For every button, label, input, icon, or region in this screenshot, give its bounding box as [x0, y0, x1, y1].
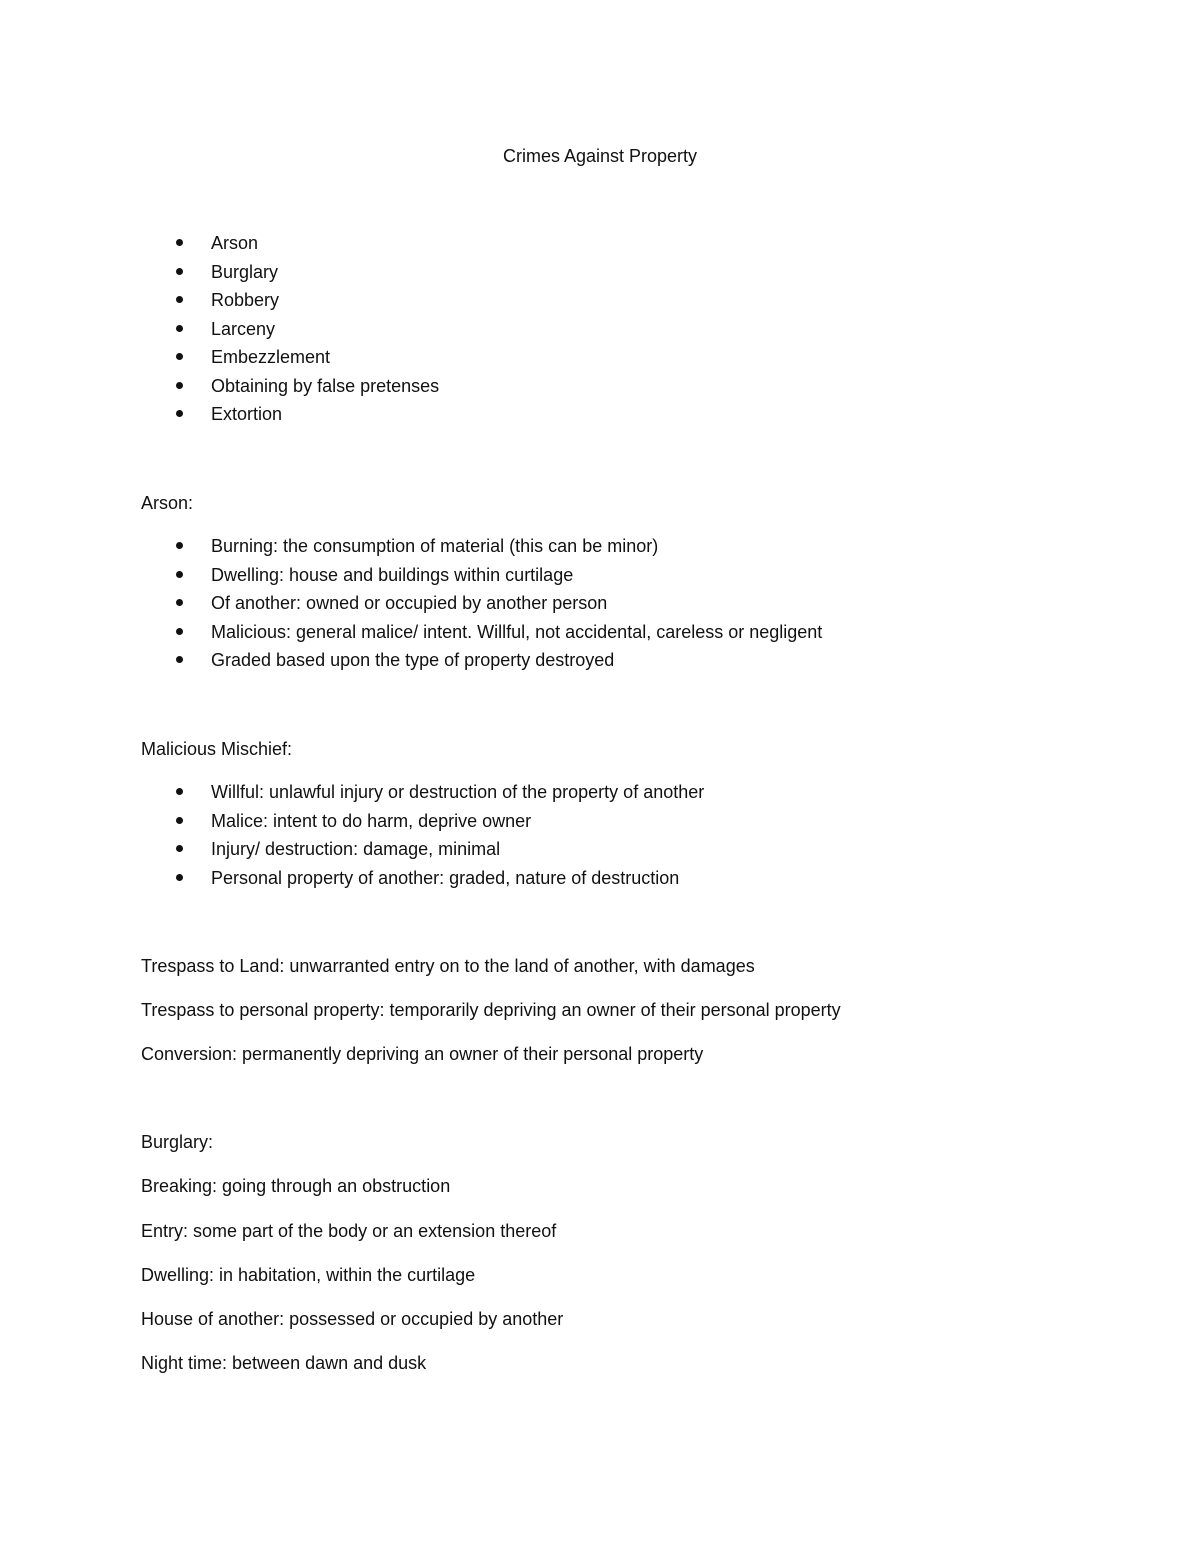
arson-heading: Arson: [141, 493, 194, 513]
burglary-dwelling: Dwelling: in habitation, within the curtilage [141, 1265, 476, 1285]
list-item-text: Malice: intent to do harm, deprive owner [211, 810, 532, 831]
list-item-text: Embezzlement [211, 347, 331, 367]
bullet-icon [176, 542, 183, 549]
burglary-house-of-another: House of another: possessed or occupied by another [141, 1309, 564, 1329]
burglary-night-time: Night time: between dawn and dusk [141, 1353, 427, 1373]
list-item-text: Malicious: general malice/ intent. Willful, not accidental, careless or negligent [211, 621, 823, 642]
list-item-text: Personal property of another: graded, nature of destruction [211, 867, 680, 888]
bullet-icon [176, 845, 183, 852]
bullet-icon [176, 296, 183, 303]
burglary-breaking: Breaking: going through an obstruction [141, 1176, 451, 1196]
bullet-icon [176, 239, 183, 246]
burglary-entry: Entry: some part of the body or an extension thereof [141, 1221, 557, 1241]
list-item-text: Graded based upon the type of property destroyed [211, 650, 615, 670]
list-item-text: Injury/ destruction: damage, minimal [211, 839, 501, 859]
bullet-icon [176, 382, 183, 389]
list-item-text: Robbery [211, 290, 280, 310]
trespass-to-personal-property: Trespass to personal property: temporarily depriving an owner of their personal property [141, 1000, 841, 1020]
conversion: Conversion: permanently depriving an owner of their personal property [141, 1044, 704, 1064]
bullet-icon [176, 599, 183, 606]
list-item-text: Willful: unlawful injury or destruction of the property of another [211, 782, 705, 802]
bullet-icon [176, 874, 183, 881]
list-item-text: Arson [211, 233, 259, 253]
bullet-icon [176, 325, 183, 332]
bullet-icon [176, 268, 183, 275]
bullet-icon [176, 656, 183, 663]
list-item-text: Extortion [211, 404, 283, 424]
list-item-text: Dwelling: house and buildings within curtilage [211, 564, 574, 585]
list-item-text: Obtaining by false pretenses [211, 375, 440, 396]
bullet-icon [176, 353, 183, 360]
list-item-text: Burglary [211, 261, 279, 282]
bullet-icon [176, 817, 183, 824]
burglary-heading: Burglary: [141, 1132, 214, 1152]
page-title: Crimes Against Property [502, 146, 698, 166]
trespass-to-land: Trespass to Land: unwarranted entry on to the land of another, with damages [141, 956, 755, 976]
list-item-text: Of another: owned or occupied by another person [211, 593, 608, 613]
malicious-mischief-heading: Malicious Mischief: [141, 739, 293, 759]
bullet-icon [176, 571, 183, 578]
bullet-icon [176, 628, 183, 635]
list-item-text: Larceny [211, 318, 276, 339]
list-item-text: Burning: the consumption of material (this can be minor) [211, 536, 659, 556]
bullet-icon [176, 788, 183, 795]
bullet-icon [176, 410, 183, 417]
